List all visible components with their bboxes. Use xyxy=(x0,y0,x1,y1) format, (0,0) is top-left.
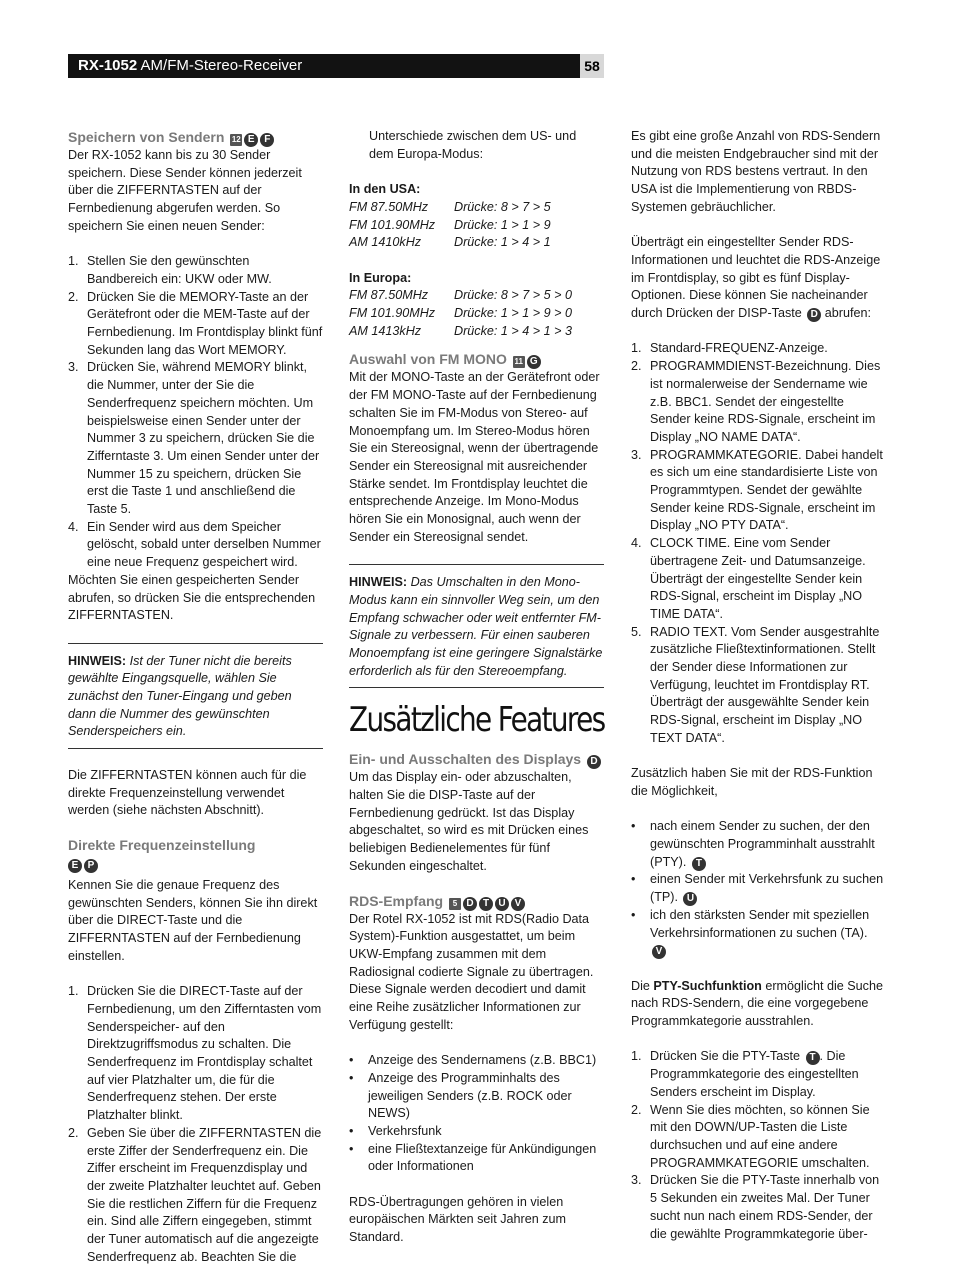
region-heading-europe: In Europa: xyxy=(349,270,412,285)
key-e-icon: E xyxy=(68,859,82,873)
key-12-icon: 12 xyxy=(231,135,241,144)
paragraph: Mit der MONO-Taste an der Gerätefront oder der FM MONO-Taste auf der Fernbedienung schalten Sie im FM-Modus von Stereo- auf Monoempfang um. Im Stereo-Modus hören Sie ein Stereosignal, wenn der übertragende Sender ein Stereosignal mit ausreichender Stärke sendet. Im Frontdisplay leuchtet die entsprechende Anzeige. Im Mono-Modus hören Sie ein Monosignal, auch wenn der Sender ein Stereosignal sendet. xyxy=(349,370,600,544)
key-u-icon: U xyxy=(495,897,509,911)
key-t-icon: T xyxy=(479,897,493,911)
key-t-icon: T xyxy=(692,857,706,871)
key-u-icon: U xyxy=(683,892,697,906)
paragraph: Der Rotel RX-1052 ist mit RDS(Radio Data System)-Funktion ausgestattet, um beim UKW-Empfang zusammen mit dem Radiosignal codierte Signale zu übertragen. Diese Signale werden decodiert und damit eine Reihe zusätzlicher Informationen zur Verfügung gestellt: xyxy=(349,911,594,1032)
key-t-icon: T xyxy=(806,1051,820,1065)
key-d-icon: D xyxy=(587,755,601,769)
heading-rds: RDS-Empfang 5 D T U V xyxy=(349,892,604,911)
steps-list xyxy=(631,340,886,747)
note-box: HINWEIS: Ist der Tuner nicht die bereits gewählte Eingangsquelle, wählen Sie zunächst den Tuner-Eingang und geben dann die Nummer des gewünschten Senderspeichers ein. xyxy=(68,643,323,750)
paragraph: Die PTY-Suchfunktion ermöglicht die Suche nach RDS-Sendern, die eine vorgegebene Programmkategorie ausstrahlen. xyxy=(631,978,883,1029)
running-header xyxy=(68,54,580,78)
region-heading-usa: In den USA: xyxy=(349,182,421,197)
list-item: 1. Stellen Sie den gewünschten Bandbereich ein: UKW oder MW. xyxy=(68,254,272,286)
bullet-list xyxy=(349,1052,604,1176)
list-item: • Anzeige des Sendernamens (z.B. BBC1) xyxy=(349,1053,597,1068)
list-item: 4. Ein Sender wird aus dem Speicher gelöscht, sobald unter derselben Nummer eine neue Frequenz gespeichert wird. xyxy=(68,519,321,570)
steps-list xyxy=(631,1048,886,1243)
list-item: 1. Drücken Sie die PTY-Taste T . Die Programmkategorie des eingestellten Senders erscheint im Display. xyxy=(631,1049,859,1099)
list-item: • einen Sender mit Verkehrsfunk zu suchen (TP). U xyxy=(631,872,884,905)
list-item: 5. RADIO TEXT. Vom Sender ausgestrahlte zusätzliche Fließtextinformationen. Stellt der Sender diese Informationen zur Verfügung, leuchtet im Frontdisplay RT. Überträgt der ausgewählte Sender kein RDS-Signal, erscheint im Display „NO TEXT DATA“. xyxy=(631,624,880,745)
list-item: 1. Drücken Sie die DIRECT-Taste auf der Fernbedienung, um den Zifferntasten vom Senderspeicher- auf den Direktzugriffsmodus zu schalten. Die Senderfrequenz im Frontdisplay schaltet auf vier Platzhalter um, die für die Senderfrequenz stehen. Der erste Platzhalter blinkt. xyxy=(68,984,322,1123)
list-item: 3. Drücken Sie die PTY-Taste innerhalb von 5 Sekunden ein zweites Mal. Der Tuner sucht nun nach einem RDS-Sender, der die gewählte Programmkategorie über- xyxy=(631,1173,880,1241)
page-number: 58 xyxy=(580,54,604,78)
list-item: • Anzeige des Programminhalts des jeweiligen Senders (z.B. ROCK oder NEWS) xyxy=(349,1070,572,1121)
heading-mono: Auswahl von FM MONO 11 G xyxy=(349,350,604,369)
list-item: 2. Wenn Sie dies möchten, so können Sie mit den DOWN/UP-Tasten die Liste durchsuchen und auf eine andere PROGRAMMKATEGORIE umschalten. xyxy=(631,1102,870,1170)
section-title: Zusätzliche Features xyxy=(349,700,605,741)
list-item: 2. PROGRAMMDIENST-Bezeichnung. Dies ist normalerweise der Sendername wie z.B. BBC1. Sendet der eingestellte Sender keine RDS-Signale, erscheint im Display „NO NAME DATA“. xyxy=(631,359,881,444)
key-11-icon: 11 xyxy=(514,357,524,367)
column-2 xyxy=(349,128,604,1247)
list-item: • Verkehrsfunk xyxy=(349,1123,442,1138)
bullet-list xyxy=(631,818,886,960)
list-item: 3. Drücken Sie, während MEMORY blinkt, die Nummer, unter der Sie die Senderfrequenz speichern möchten. Um beispielsweise einen Sender unter der Nummer 3 zu speichern, drücken Sie die Zifferntaste 3. Um einen Sender unter der Nummer 15 zu speichern, drücken Sie erst die Taste 1 und anschließend die Taste 5. xyxy=(68,360,320,517)
column-1 xyxy=(68,128,323,1266)
key-v-icon: V xyxy=(511,897,525,911)
model-name: RX-1052 xyxy=(78,57,138,74)
key-e-icon: E xyxy=(244,133,258,147)
list-item: 3. PROGRAMMKATEGORIE. Dabei handelt es sich um eine standardisierte Liste von Programmtypen. Sendet der gewählte Sender keine RDS-Signale, erscheint im Display „NO PTY DATA“. xyxy=(631,447,883,533)
key-d-icon: D xyxy=(807,308,821,322)
key-g-icon: G xyxy=(527,355,541,369)
frequency-table-europe: FM 87.50MHz Drücke: 8 > 7 > 5 > 0 FM 101.90MHz Drücke: 1 > 1 > 9 > 0 AM 1413kHz Drücke: 1 > 4 > 1 > 3 xyxy=(349,288,572,338)
list-item: 1. Standard-FREQUENZ-Anzeige. xyxy=(631,341,828,356)
list-item: 2. Geben Sie über die ZIFFERNTASTEN die erste Ziffer der Senderfrequenz ein. Die Ziffer erscheint im Frequenzdisplay und der zweite Platzhalter leuchtet auf. Geben Sie die restlichen Ziffern für die Frequenz ein. Sind alle Ziffern eingegeben, stimmt der Tuner automatisch auf die angezeigte Senderfrequenz ab. Beachten Sie die xyxy=(68,1125,322,1264)
note-box: HINWEIS: Das Umschalten in den Mono-Modus kann ein sinnvoller Weg sein, um den Empfang schwacher oder weit entfernter FM-Signale zu verbessern. Für einen sauberen Monoempfang ist eine geringere Signalstärke erforderlich als für den Stereoempfang. xyxy=(349,564,604,688)
heading-display: Ein- und Ausschalten des Displays D xyxy=(349,750,604,769)
paragraph: Möchten Sie einen gespeicherten Sender abrufen, so drücken Sie die entsprechenden ZIFFERNTASTEN. xyxy=(68,572,316,623)
list-item: 2. Drücken Sie die MEMORY-Taste an der Gerätefront oder die MEM-Taste auf der Fernbedienung. Im Frontdisplay blinkt fünf Sekunden lang das Wort MEMORY. xyxy=(68,289,323,357)
paragraph: RDS-Übertragungen gehören in vielen europäischen Märkten seit Jahren zum Standard. xyxy=(349,1194,567,1245)
key-5-icon: 5 xyxy=(449,898,461,910)
list-item: 4. CLOCK TIME. Eine vom Sender übertragene Zeit- und Datumsanzeige. Überträgt der eingestellte Sender kein RDS-Signal, erscheint im Display „NO TIME DATA“. xyxy=(631,536,866,621)
heading-direkt: Direkte Frequenzeinstellung E P xyxy=(68,836,256,871)
paragraph: Zusätzlich haben Sie mit der RDS-Funktion die Möglichkeit, xyxy=(631,766,873,798)
list-item: • ich den stärksten Sender mit speziellen Verkehrsinformationen zu suchen (TA). V xyxy=(631,907,870,958)
key-f-icon: F xyxy=(260,133,274,147)
paragraph: Um das Display ein- oder abzuschalten, halten Sie die DISP-Taste auf der Fernbedienung gedrückt. Ist das Display abgeschaltet, so wird es mit Drücken eines beliebigen Bedienelementes für fünf Sekunden eingeschaltet. xyxy=(349,770,589,873)
key-v-icon: V xyxy=(652,945,666,959)
steps-list xyxy=(68,983,323,1266)
key-d-icon: D xyxy=(463,897,477,911)
paragraph: Der RX-1052 kann bis zu 30 Sender speichern. Diese Sender können jederzeit über die ZIFFERNTASTEN auf der Fernbedienung abgerufen werden. So speichern Sie einen neuen Sender: xyxy=(68,148,302,233)
steps-list xyxy=(68,253,323,572)
paragraph: Kennen Sie die genaue Frequenz des gewünschten Senders, können Sie ihn direkt über die DIRECT-Taste und die ZIFFERNTASTEN auf der Fernbedienung einstellen. xyxy=(68,877,318,963)
header-subtitle: AM/FM-Stereo-Receiver xyxy=(140,57,303,74)
paragraph: Unterschiede zwischen dem US- und dem Europa-Modus: xyxy=(369,129,577,161)
paragraph: Überträgt ein eingestellter Sender RDS-Informationen und leuchtet die RDS-Anzeige im Frontdisplay, so gibt es fünf Display-Optionen. Diese können Sie nacheinander durch Drücken der DISP-Taste D abrufen: xyxy=(631,235,881,321)
heading-speichern: Speichern von Sendern 12 E F xyxy=(68,128,323,147)
list-item: • nach einem Sender zu suchen, der den gewünschten Programminhalt ausstrahlt (PTY). T xyxy=(631,819,875,869)
paragraph: Es gibt eine große Anzahl von RDS-Sendern und die meisten Endgebraucher sind mit der Nutzung von RDS bestens vertraut. In den USA ist die Implementierung von RBDS-Systemen gebräuchlicher. xyxy=(631,129,881,214)
list-item: • eine Fließtextanzeige für Ankündigungen oder Informationen xyxy=(349,1141,597,1174)
column-3 xyxy=(631,128,886,1243)
frequency-table-usa: FM 87.50MHz Drücke: 8 > 7 > 5 FM 101.90MHz Drücke: 1 > 1 > 9 AM 1410kHz Drücke: 1 > 4 > 1 xyxy=(349,199,551,250)
key-p-icon: P xyxy=(84,859,98,873)
paragraph: Die ZIFFERNTASTEN können auch für die direkte Frequenzeinstellung verwendet werden (siehe nächsten Abschnitt). xyxy=(68,767,307,818)
